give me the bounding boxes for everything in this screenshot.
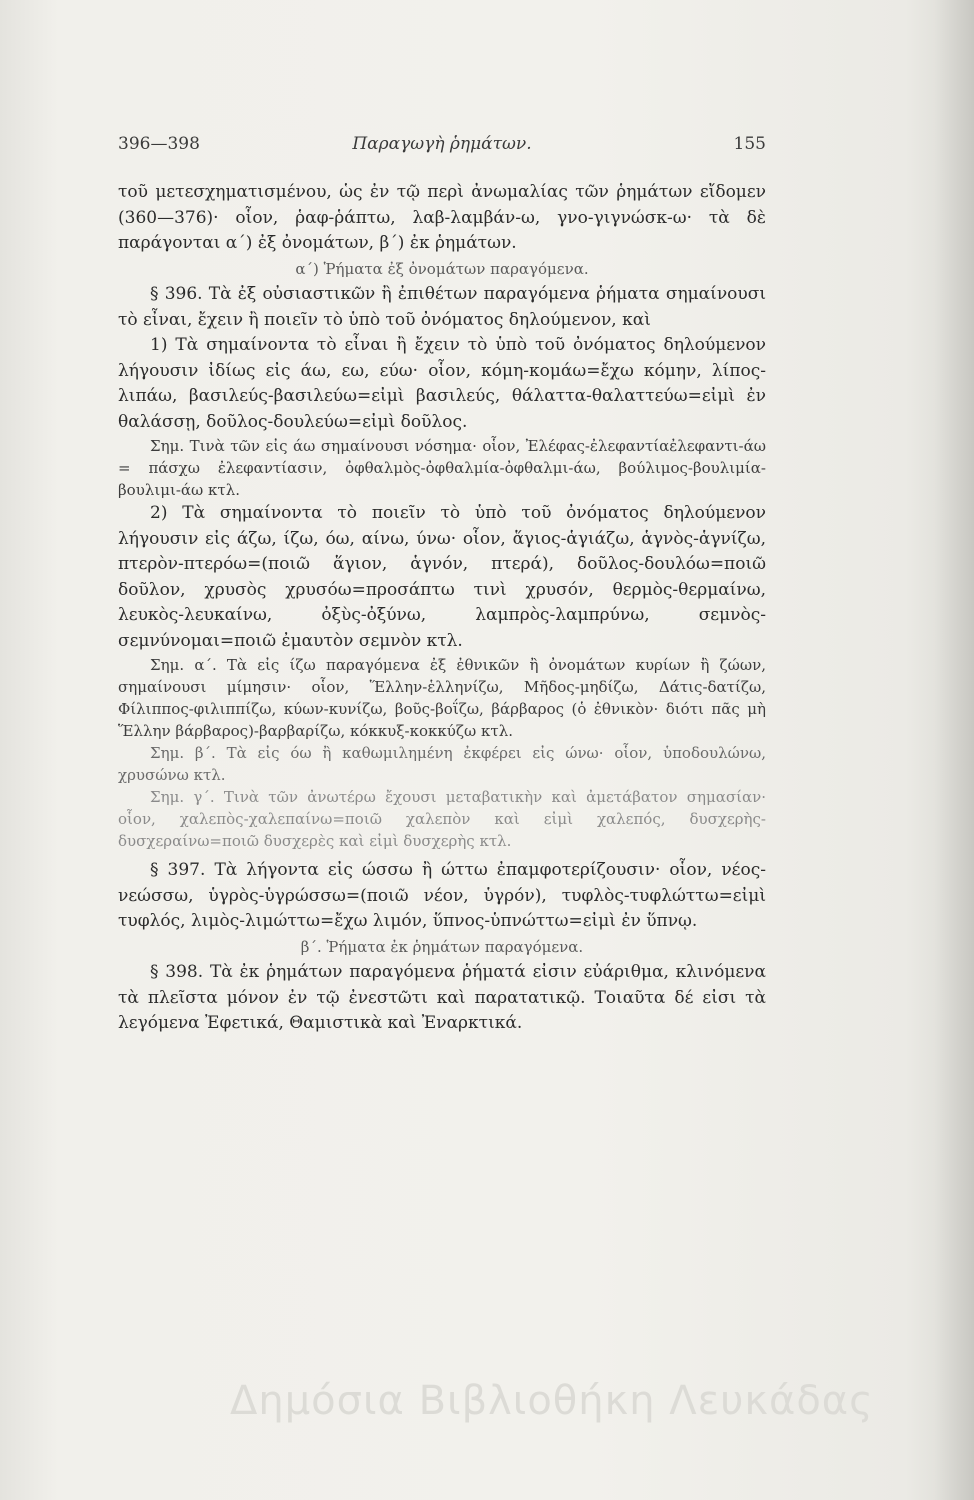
intro-paragraph: τοῦ μετεσχηματισμένου, ὡς ἐν τῷ περὶ ἀνωμαλίας τῶν ῥημάτων εἴδομεν (360—376)· οἷον, ῥαφ-ῥάπτω, λαβ-λαμβάν-ω, γνο-γιγνώσκ-ω· τὰ δὲ παράγονται α΄) ἐξ ὀνομάτων, β΄) ἐκ ῥημάτων. xyxy=(118,182,766,253)
page-body xyxy=(118,180,766,1037)
running-header xyxy=(118,134,766,160)
note-c: Σημ. γ΄. Τινὰ τῶν ἀνωτέρω ἔχουσι μεταβατικὴν καὶ ἀμετάβατον σημασίαν· οἷον, χαλεπὸς-χαλεπαίνω=ποιῶ χαλεπὸν καὶ εἰμὶ χαλεπός, δυσχερὴς-δυσχεραίνω=ποιῶ δυσχερὲς καὶ εἰμὶ δυσχερὴς κτλ. xyxy=(118,788,766,850)
section-398: § 398. Τὰ ἐκ ῥημάτων παραγόμενα ῥήματά εἰσιν εὐάριθμα, κλινόμενα τὰ πλεῖστα μόνον ἐν τῷ ἐνεστῶτι καὶ παρατατικῷ. Τοιαῦτα δέ εἰσι τὰ λεγόμενα Ἐφετικά, Θαμιστικὰ καὶ Ἐναρκτικά. xyxy=(118,962,766,1033)
note-a: Σημ. α΄. Τὰ εἰς ίζω παραγόμενα ἐξ ἐθνικῶν ἢ ὀνομάτων κυρίων ἢ ζώων, σημαίνουσι μίμησιν· οἷον, Ἕλλην-ἑλληνίζω, Μῆδος-μηδίζω, Δάτις-δατίζω, Φίλιππος-φιλιππίζω, κύων-κυνίζω, βοῦς-βοΐζω, βάρβαρος (ὁ ἐθνικὸν· διότι πᾶς μὴ Ἕλλην βάρβαρος)-βαρβαρίζω, κόκκυξ-κοκκύζω κτλ. xyxy=(118,656,766,740)
library-watermark: Δημόσια Βιβλιοθήκη Λευκάδας xyxy=(230,1378,874,1424)
page-number: 155 xyxy=(733,134,766,154)
subheading-a: α΄) Ῥήματα ἐξ ὀνομάτων παραγόμενα. xyxy=(295,259,589,278)
note-1: Σημ. Τινὰ τῶν εἰς άω σημαίνουσι νόσημα· οἷον, Ἐλέφας-ἐλεφαντίαἐλεφαντι-άω = πάσχω ἐλεφαντίασιν, ὀφθαλμὸς-ὀφθαλμία-ὀφθαλμι-άω, βούλιμος-βουλιμία-βουλιμι-άω κτλ. xyxy=(118,437,766,499)
subheading-b: β΄. Ῥήματα ἐκ ῥημάτων παραγόμενα. xyxy=(300,937,584,956)
page-edge-shadow xyxy=(934,0,974,1500)
item-1: 1) Τὰ σημαίνοντα τὸ εἶναι ἢ ἔχειν τὸ ὑπὸ τοῦ ὀνόματος δηλούμενον λήγουσιν ἰδίως εἰς άω, εω, εύω· οἷον, κόμη-κομάω=ἔχω κόμην, λίπος-λιπάω, βασιλεύς-βασιλεύω=εἰμὶ βασιλεύς, θάλαττα-θαλαττεύω=εἰμὶ ἐν θαλάσσῃ, δοῦλος-δουλεύω=εἰμὶ δοῦλος. xyxy=(118,335,766,432)
item-2: 2) Τὰ σημαίνοντα τὸ ποιεῖν τὸ ὑπὸ τοῦ ὀνόματος δηλούμενον λήγουσιν εἰς άζω, ίζω, όω, αίνω, ύνω· οἷον, ἅγιος-ἁγιάζω, ἁγνὸς-ἁγνίζω, πτερὸν-πτερόω=(ποιῶ ἅγιον, ἁγνόν, πτερά), δοῦλος-δουλόω=ποιῶ δοῦλον, χρυσὸς χρυσόω=προσάπτω τινὶ χρυσόν, θερμὸς-θερμαίνω, λευκὸς-λευκαίνω, ὀξὺς-ὀξύνω, λαμπρὸς-λαμπρύνω, σεμνὸς-σεμνύνομαι=ποιῶ ἐμαυτὸν σεμνὸν κτλ. xyxy=(118,503,766,651)
section-396: § 396. Τὰ ἐξ οὐσιαστικῶν ἢ ἐπιθέτων παραγόμενα ῥήματα σημαίνουσι τὸ εἶναι, ἔχειν ἢ ποιεῖν τὸ ὑπὸ τοῦ ὀνόματος δηλούμενον, καὶ xyxy=(118,284,766,330)
header-title: Παραγωγὴ ῥημάτων. xyxy=(352,134,532,154)
header-section-range: 396—398 xyxy=(118,134,200,154)
section-397: § 397. Τὰ λήγοντα εἰς ώσσω ἢ ώττω ἐπαμφοτερίζουσιν· οἷον, νέος-νεώσσω, ὑγρὸς-ὑγρώσσω=(ποιῶ νέον, ὑγρόν), τυφλὸς-τυφλώττω=εἰμὶ τυφλός, λιμὸς-λιμώττω=ἔχω λιμόν, ὕπνος-ὑπνώττω=εἰμὶ ἐν ὕπνῳ. xyxy=(118,860,766,931)
note-b: Σημ. β΄. Τὰ εἰς όω ἢ καθωμιλημένη ἐκφέρει εἰς ώνω· οἷον, ὑποδουλώνω, χρυσώνω κτλ. xyxy=(118,744,766,784)
